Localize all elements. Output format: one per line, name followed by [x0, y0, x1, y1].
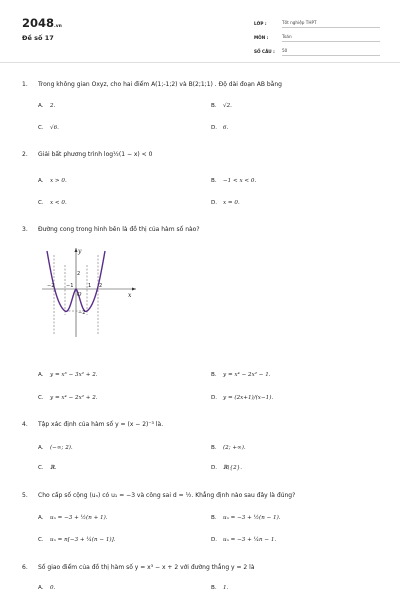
question-text: Trong không gian Oxyz, cho hai điểm A(1;-1;2) và B(2;1;1) . Độ dài đoạn AB bằng: [38, 81, 282, 88]
y-label: y: [78, 248, 82, 255]
question-text: Cho cấp số cộng (uₙ) có u₁ = −3 và công sai d = ½. Khẳng định nào sau đây là đúng?: [38, 492, 296, 499]
question-2: [22, 151, 152, 159]
question-3: [22, 226, 200, 234]
origin-label: O: [77, 292, 82, 298]
question-number: 2.: [22, 151, 28, 158]
option-d[interactable]: D. ℝ\{2}.: [211, 465, 242, 471]
option-b[interactable]: B. √2.: [211, 103, 232, 109]
question-1: [22, 81, 282, 89]
option-d[interactable]: D. uₙ = −3 + ¼n − 1.: [211, 537, 277, 543]
tick-label-y-2: 2: [77, 271, 81, 277]
x-axis-arrow-icon: [132, 288, 136, 291]
question-6: [22, 564, 255, 572]
option-b[interactable]: B. 1.: [211, 585, 229, 591]
option-b[interactable]: B. uₙ = −3 + ½(n − 1).: [211, 515, 281, 521]
question-text: Tập xác định của hàm số y = (x − 2)⁻³ là.: [38, 421, 164, 428]
brand-logo: 2048.vn: [22, 16, 62, 30]
header-divider: [0, 62, 400, 63]
option-b[interactable]: B. (2; +∞).: [211, 445, 246, 451]
question-number: 1.: [22, 81, 28, 88]
option-b[interactable]: B. −1 < x < 0.: [211, 178, 257, 184]
question-5: [22, 492, 295, 500]
question-number: 4.: [22, 421, 28, 428]
option-a[interactable]: A. (−∞; 2).: [38, 445, 73, 451]
question-4: [22, 421, 163, 429]
tick-label-y-neg2: −2: [78, 310, 86, 316]
option-a[interactable]: A. x > 0.: [38, 178, 67, 184]
option-a[interactable]: A. y = x³ − 3x² + 2.: [38, 372, 98, 378]
question-number: 5.: [22, 492, 28, 499]
meta-class-row: [254, 14, 380, 28]
question-text: Đường cong trong hình bên là đồ thị của hàm số nào?: [38, 226, 200, 233]
option-a[interactable]: A. 0.: [38, 585, 56, 591]
option-a[interactable]: A. 2.: [38, 103, 56, 109]
option-c[interactable]: C. x < 0.: [38, 200, 67, 206]
meta-subject-row: [254, 28, 380, 42]
question-text: Số giao điểm của đồ thị hàm số y = x³ − x + 2 với đường thẳng y = 2 là: [38, 564, 255, 571]
option-b[interactable]: B. y = x⁴ − 2x² − 1.: [211, 372, 271, 378]
x-label: x: [128, 292, 132, 299]
meta-key: MÔN :: [254, 35, 269, 40]
option-c[interactable]: C. y = x⁴ − 2x² + 2.: [38, 395, 98, 401]
option-c[interactable]: C. ℝ.: [38, 465, 57, 471]
option-c[interactable]: C. uₙ = n[−3 + ¼(n − 1)].: [38, 537, 116, 543]
meta-count-row: [254, 42, 380, 56]
tick-label-x-2: 2: [99, 283, 103, 289]
tick-label-x-1: 1: [88, 283, 92, 289]
meta-value: 50: [282, 48, 380, 56]
question-number: 6.: [22, 564, 28, 571]
option-c[interactable]: C. √6.: [38, 125, 59, 131]
tick-label-x-neg1: −1: [66, 283, 74, 289]
meta-value: Toán: [282, 34, 380, 42]
exam-meta: [254, 14, 380, 56]
meta-key: LỚP :: [254, 21, 267, 26]
option-a[interactable]: A. uₙ = −3 + ½(n + 1).: [38, 515, 108, 521]
option-d[interactable]: D. 6.: [211, 125, 229, 131]
function-graph: [40, 245, 140, 340]
exam-number: Đề số 17: [22, 34, 54, 42]
meta-key: SỐ CÂU :: [254, 49, 275, 54]
option-d[interactable]: D. y = (2x+1)/(x−1).: [211, 395, 274, 401]
tick-label-x-neg2: −2: [47, 283, 55, 289]
option-d[interactable]: D. x = 0.: [211, 200, 240, 206]
question-text: Giải bất phương trình log½(1 − x) < 0: [38, 151, 153, 158]
question-number: 3.: [22, 226, 28, 233]
meta-value: Tốt nghiệp THPT: [282, 20, 380, 28]
